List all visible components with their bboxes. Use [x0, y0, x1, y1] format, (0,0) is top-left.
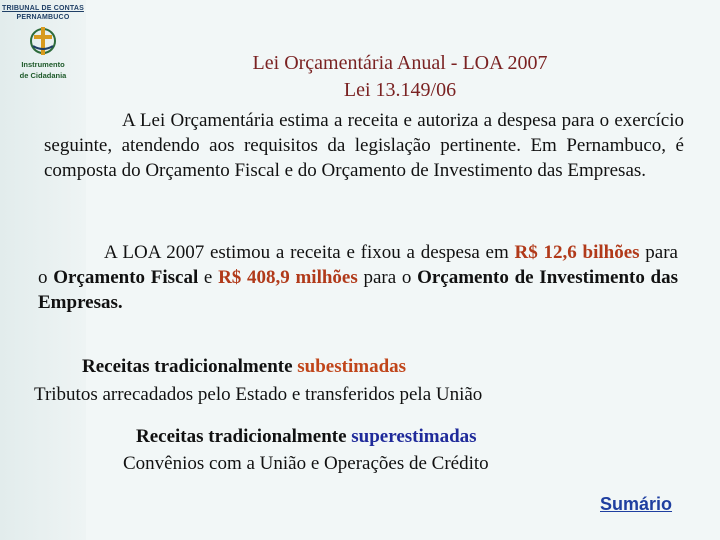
loa-definition-paragraph: A Lei Orçamentária estima a receita e autoriza a despesa para o exercício seguinte, atendendo aos requisitos da legislação pertinente. Em Pernambuco, é composta do Orçamento Fiscal e do Orçamento de Investimento das Empresas.	[44, 110, 684, 181]
overestimated-detail: Convênios com a União e Operações de Crédito	[123, 453, 489, 474]
logo-motto-line2: de Cidadania	[19, 71, 67, 80]
underestimated-label: Receitas tradicionalmente	[82, 356, 298, 377]
investment-amount: R$ 408,9 milhões	[218, 267, 358, 288]
page-title: Lei Orçamentária Anual - LOA 2007	[252, 52, 548, 74]
fiscal-amount: R$ 12,6 bilhões	[514, 242, 640, 263]
estimate-intro: A LOA 2007 estimou a receita e fixou a despesa em	[104, 242, 515, 263]
logo-motto-line1: Instrumento	[21, 60, 65, 69]
overestimated-highlight: superestimadas	[351, 426, 477, 447]
estimate-connector-1: para o	[38, 242, 678, 288]
underestimated-highlight: subestimadas	[297, 356, 407, 377]
tce-logo	[2, 4, 84, 80]
estimate-connector-3: para o	[357, 267, 418, 288]
underestimated-heading	[82, 354, 406, 379]
estimate-connector-2: e	[198, 267, 219, 288]
cross-emblem-icon	[28, 24, 58, 58]
loa-estimate-paragraph	[38, 240, 678, 315]
overestimated-label: Receitas tradicionalmente	[136, 426, 352, 447]
fiscal-budget-name: Orçamento Fiscal	[53, 267, 199, 288]
investment-budget-name: Orçamento de Investimento das Empresas.	[38, 267, 679, 313]
page-subtitle: Lei 13.149/06	[343, 79, 457, 101]
summary-link[interactable]: Sumário	[600, 494, 673, 514]
underestimated-detail: Tributos arrecadados pelo Estado e transferidos pela União	[34, 384, 483, 405]
overestimated-heading	[136, 424, 477, 449]
logo-org-name: TRIBUNAL DE CONTAS	[2, 5, 84, 12]
logo-org-state: PERNAMBUCO	[16, 14, 70, 21]
